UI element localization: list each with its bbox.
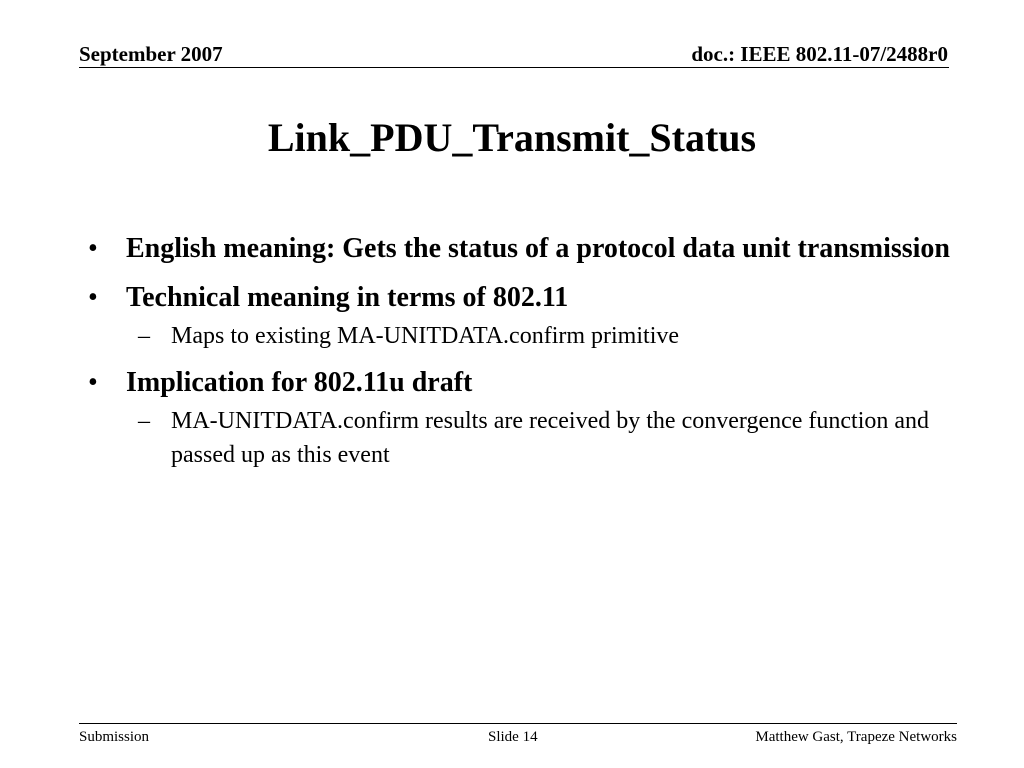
header-date: September 2007: [79, 42, 223, 66]
dash-icon: –: [138, 408, 150, 434]
bullet-item: [86, 228, 956, 269]
bullet-text: Technical meaning in terms of 802.11: [126, 282, 569, 313]
slide-body: [86, 228, 956, 481]
sub-bullet-item: [86, 319, 956, 353]
footer-submission: Submission: [79, 729, 150, 745]
sub-bullet-text: MA-UNITDATA.confirm results are received by the convergence function and passed up as this event: [171, 408, 930, 468]
dash-icon: –: [138, 323, 150, 349]
slide-title: Link_PDU_Transmit_Status: [267, 115, 757, 160]
bullet-dot-icon: •: [88, 367, 98, 398]
sub-bullet-text: Maps to existing MA-UNITDATA.confirm primitive: [171, 323, 680, 349]
header-divider: [79, 67, 949, 68]
footer-divider: [79, 723, 957, 724]
bullet-text: Implication for 802.11u draft: [126, 367, 473, 398]
header-doc-id: doc.: IEEE 802.11-07/2488r0: [691, 42, 948, 66]
footer-author: Matthew Gast, Trapeze Networks: [755, 729, 957, 745]
bullet-dot-icon: •: [88, 282, 98, 313]
sub-bullet-item: [86, 404, 956, 472]
bullet-dot-icon: •: [88, 233, 98, 264]
bullet-text: English meaning: Gets the status of a protocol data unit transmission: [126, 233, 951, 264]
footer-slide-number: Slide 14: [488, 729, 538, 745]
bullet-item: [86, 277, 956, 318]
bullet-item: [86, 362, 956, 403]
